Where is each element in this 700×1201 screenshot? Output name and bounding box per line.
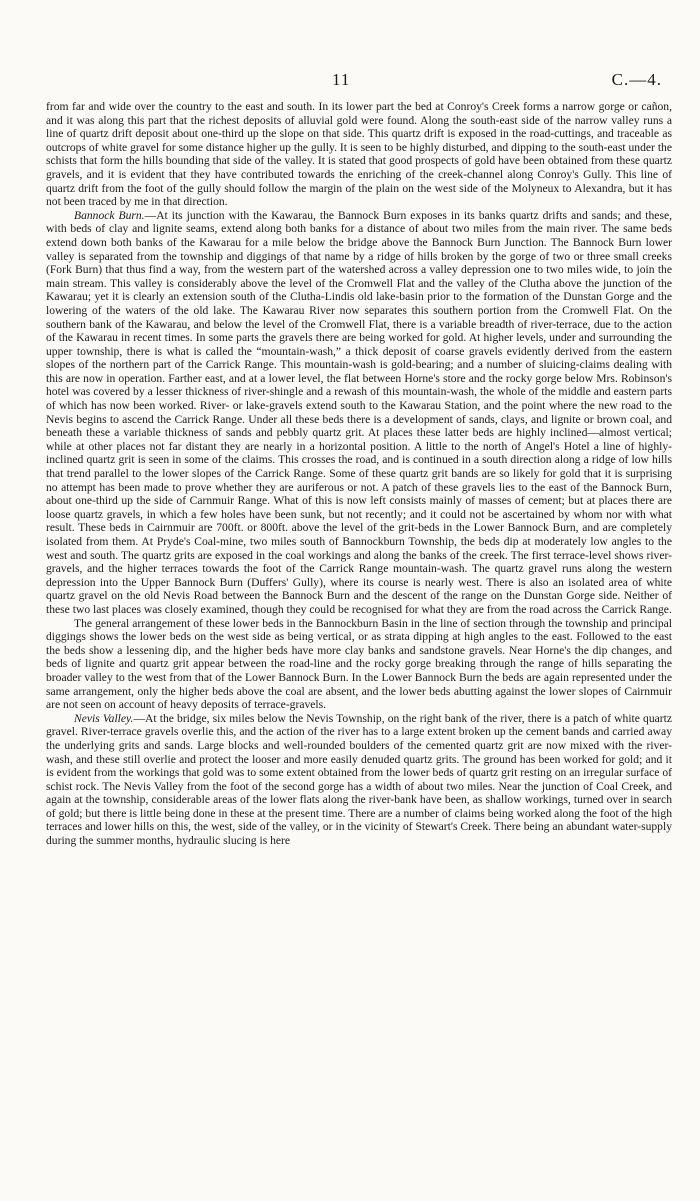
body-text	[46, 100, 672, 848]
paragraph-conroys-gully	[46, 100, 672, 209]
paragraph-bannockburn-basin	[46, 617, 672, 712]
paragraph-text: —At the bridge, six miles below the Nevis Township, on the right bank of the river, there is a patch of white quartz gravel. River-terrace gravels overlie this, and the action of the river has to a large extent broken up the cement bands and carried away the underlying grits and sands. Large blocks and well-rounded boulders of the cemented quartz grit are now mixed with the river-wash, and these still overlie and protect the looser and more easily denuded quartz grits. The ground has been worked for gold; and it is evident from the workings that gold was to some extent obtained from the lower beds of quartz grit resting on an irregular surface of schist rock. The Nevis Valley from the foot of the second gorge has a width of about two miles. Near the junction of Coal Creek, and again at the township, considerable areas of the lower flats along the river-bank have been, as shallow workings, turned over in search of gold; but there is little being done in these at the present time. There are a number of claims being worked along the foot of the high terraces and lower hills on this, the west, side of the valley, or in the vicinity of Stewart's Creek. There being an abundant water-supply during the summer months, hydraulic slucing is here	[46, 711, 672, 848]
paragraph-nevis-valley	[46, 712, 672, 848]
section-heading: Nevis Valley.	[74, 711, 134, 725]
paragraph-bannock-burn	[46, 209, 672, 617]
paragraph-text: from far and wide over the country to the east and south. In its lower part the bed at Conroy's Creek forms a narrow gorge or cañon, and it was along this part that the richest deposits of alluvial gold were found. Along the south-east side of the narrow valley runs a line of quartz drift deposit about one-third up the slope on that side. This quartz drift is exposed in the road-cuttings, and traceable as outcrops of white gravel for some distance higher up the gully. It is seen to be highly disturbed, and dipping to the south-east under the schists that form the hills bounding that side of the valley. It is stated that good prospects of gold have been obtained from these quartz gravels, and it is evident that they have contributed towards the enriching of the creek-channel along Conroy's Gully. This line of quartz drift from the foot of the gully should follow the margin of the plain on the west side of the Molyneux to Alexandra, but it has not been traced by me in that direction.	[46, 100, 672, 209]
paragraph-text: —At its junction with the Kawarau, the Bannock Burn exposes in its banks quartz drifts and sands; and these, with beds of clay and lignite seams, extend along both banks for a distance of about two miles from the main river. The same beds extend down both banks of the Kawarau for a mile below the bridge above the Bannock Burn Junction. The Bannock Burn lower valley is separated from the township and diggings of that name by a ridge of hills broken by the gorge of two or three small creeks (Fork Burn) that thus find a way, from the western part of the watershed across a valley depression one to two miles wide, to join the main stream. This valley is considerably above the level of the Cromwell Flat and the valley of the Clutha above the junction of the Kawarau; yet it is clearly an extension south of the Clutha-Lindis old lake-basin prior to the formation of the Dunstan Gorge and the lowering of the waters of the old lake. The Kawarau River now separates this southern portion from the Cromwell Flat. On the southern bank of the Kawarau, and below the level of the Cromwell Flat, there is a variable breadth of river-terrace, due to the action of the Kawarau in recent times. In some parts the gravels there are being worked for gold. At higher levels, under and surrounding the upper township, there is what is called the “mountain-wash,” a thick deposit of coarse gravels evidently derived from the eastern slopes of the northern part of the Carrick Range. This mountain-wash is gold-bearing; and a number of sluicing-claims dealing with this are now in operation. Farther east, and at a lower level, the flat between Horne's store and the rocky gorge below Mrs. Robinson's hotel was covered by a lesser thickness of river-shingle and a rewash of this mountain-wash, the whole of the middle and eastern parts of which has now been worked. River- or lake-gravels extend south to the Kawarau Station, and the point where the new road to the Nevis begins to ascend the Carrick Range. Under all these beds there is a development of sands, clays, and lignite or brown coal, and beneath these a variable thickness of sands and pebbly quartz grit. At places these latter beds are highly inclined—almost vertical; while at other places not far distant they are nearly in a horizontal position. A little to the north of Angel's Hotel a line of highly-inclined quartz grit is seen in some of the claims. This crosses the road, and is continued in a south direction along a ridge of low hills that trend parallel to the lower slopes of the Carrick Range. Some of these quartz grit bands are so likely for gold that it is surprising no attempt has been made to prove whether they are auriferous or not. A patch of these gravels lies to the east of the Bannock Burn, about one-third up the side of Carnmuir Range. What of this is now left consists mainly of masses of cement; but at places there are loose quartz gravels, in which a few holes have been sunk, but not recently; and it could not be ascertained by whom nor with what result. These beds in Cairnmuir are 700ft. or 800ft. above the level of the grit-beds in the Lower Bannock Burn, and are completely isolated from them. At Pryde's Coal-mine, two miles south of Bannockburn Township, the beds dip at moderately low angles to the west and south. The quartz grits are exposed in the coal workings and along the banks of the creek. The first terrace-level shows river-gravels, and the higher terraces towards the foot of the Carrick Range mountain-wash. The quartz gravel runs along the western depression into the Upper Bannock Burn (Duffers' Gully), where its course is nearly west. There is also an isolated area of white quartz gravel on the old Nevis Road between the Bannock Burn and the descent of the range on the Dunstan Gorge side. Neither of these two last places was closely examined, though they could be recognised for what they are from the road across the Carrick Range.	[46, 208, 672, 616]
page-number: 11	[332, 70, 351, 89]
section-heading: Bannock Burn.	[74, 208, 145, 222]
page-header	[0, 70, 700, 94]
paragraph-text: The general arrangement of these lower beds in the Bannockburn Basin in the line of section through the township and principal diggings shows the lower beds on the west side as being vertical, or as strata dipping at high angles to the east. Followed to the east the beds show a lessening dip, and the higher beds have more clay banks and sandstone gravels. Near Horne's the dip changes, and beds of lignite and quartz grit appear between the road-line and the rocky gorge breaking through the range of hills separating the broader valley to the west from that of the Lower Bannock Burn. In the Lower Bannock Burn the beds are again represented under the same arrangement, only the higher beds above the coal are absent, and the lower beds abutting against the lower slopes of Cairnmuir are not seen on account of heavy deposits of terrace-gravels.	[46, 616, 672, 712]
series-reference: C.—4.	[611, 70, 662, 89]
